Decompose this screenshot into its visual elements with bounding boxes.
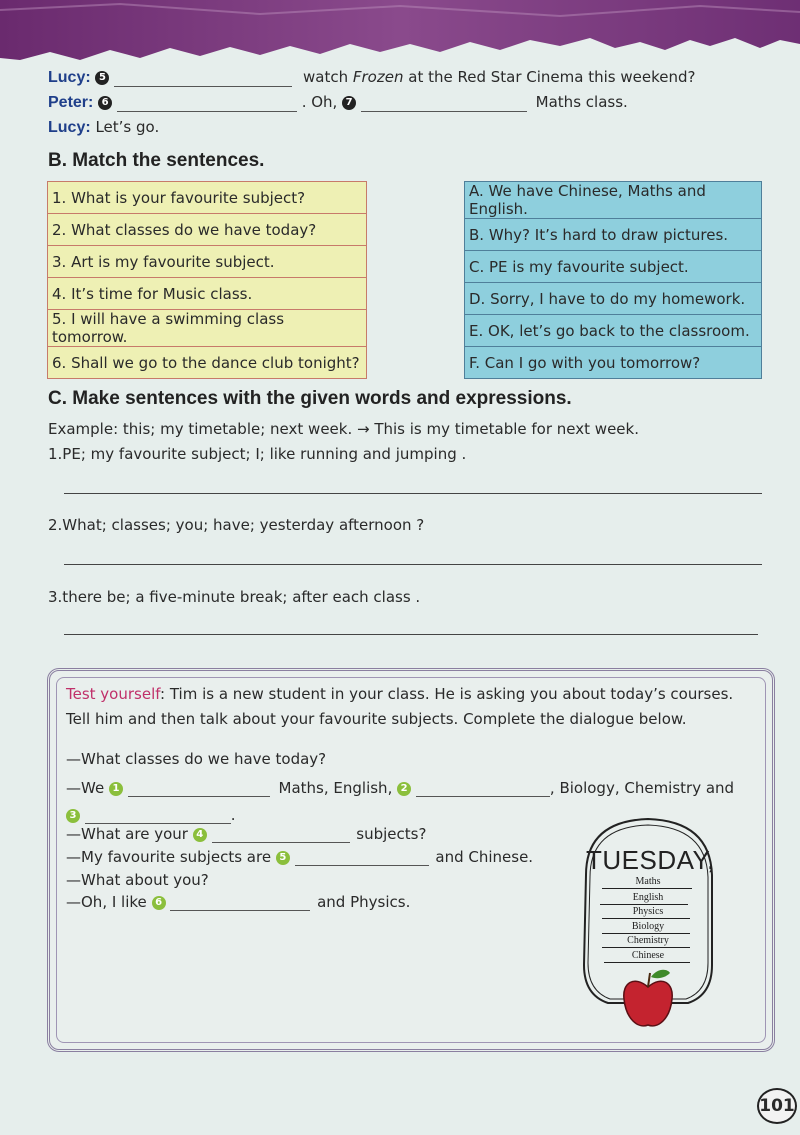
match-left-table	[47, 181, 367, 379]
blank-number-1: 1	[109, 782, 123, 796]
sentence-text: —Oh, I like	[66, 893, 147, 911]
answer-blank-6[interactable]	[170, 910, 310, 911]
speaker-lucy: Lucy:	[48, 119, 91, 136]
sentence-text: Let’s go.	[95, 118, 160, 136]
match-right-table	[464, 181, 762, 379]
answer-blank-5[interactable]	[295, 865, 429, 866]
sentence-text: at the Red Star Cinema this weekend?	[403, 68, 696, 86]
speaker-lucy: Lucy:	[48, 69, 91, 86]
timetable-subject: Maths	[635, 876, 661, 887]
match-right-item[interactable]: A. We have Chinese, Maths and English.	[465, 182, 762, 219]
match-left-item[interactable]: 3. Art is my favourite subject.	[48, 246, 367, 278]
match-right-item[interactable]: E. OK, let’s go back to the classroom.	[465, 315, 762, 347]
test-dialogue-3	[66, 806, 236, 824]
sentence-text: Maths, English,	[278, 779, 393, 797]
test-dialogue-5	[66, 848, 533, 866]
timetable-rule	[602, 918, 690, 919]
match-left-item[interactable]: 2. What classes do we have today?	[48, 214, 367, 246]
blank-number-5: 5	[276, 851, 290, 865]
blank-number-4: 4	[193, 828, 207, 842]
match-right-item[interactable]: B. Why? It’s hard to draw pictures.	[465, 219, 762, 251]
timetable-title: TUESDAY,	[586, 845, 715, 875]
timetable-rule	[602, 888, 692, 889]
answer-line-1[interactable]	[64, 493, 762, 494]
answer-blank-3[interactable]	[85, 823, 231, 824]
page-number: 101	[757, 1088, 797, 1124]
answer-blank-5[interactable]	[114, 86, 292, 87]
sentence-text: and Physics.	[317, 893, 411, 911]
sentence-text: —What are your	[66, 825, 188, 843]
speaker-peter: Peter:	[48, 94, 94, 111]
timetable-subject: English	[632, 892, 664, 903]
movie-title: Frozen	[352, 68, 404, 86]
dialogue-line-lucy-2	[48, 118, 159, 137]
dialogue-line-peter	[48, 93, 628, 112]
test-dialogue-4	[66, 825, 426, 843]
question-3: 3.there be; a five-minute break; after each class .	[48, 588, 421, 606]
timetable-subject: Chemistry	[627, 935, 669, 946]
timetable-illustration	[578, 815, 718, 1040]
question-1: 1.PE; my favourite subject; I; like running and jumping .	[48, 445, 467, 463]
top-banner	[0, 0, 800, 66]
timetable-subject: Physics	[632, 906, 664, 917]
answer-blank-4[interactable]	[212, 842, 350, 843]
sentence-text: , Biology, Chemistry and	[549, 779, 735, 797]
test-intro-line-2: Tell him and then talk about your favourite subjects. Complete the dialogue below.	[66, 710, 687, 728]
match-left-item[interactable]: 1. What is your favourite subject?	[48, 182, 367, 214]
answer-blank-2[interactable]	[416, 796, 550, 797]
blank-number-3: 3	[66, 809, 80, 823]
timetable-subject: Biology	[631, 921, 665, 932]
test-yourself-label: Test yourself	[66, 685, 160, 703]
timetable-subject: Chinese	[631, 950, 665, 961]
blank-number-5: 5	[95, 71, 109, 85]
match-right-item[interactable]: C. PE is my favourite subject.	[465, 251, 762, 283]
sentence-text: subjects?	[356, 825, 427, 843]
test-intro-text: : Tim is a new student in your class. He is asking you about today’s courses.	[160, 685, 734, 703]
timetable-rule	[602, 933, 690, 934]
example-sentence: Example: this; my timetable; next week. → This is my timetable for next week.	[48, 420, 639, 438]
answer-blank-7[interactable]	[361, 111, 527, 112]
sentence-text: and Chinese.	[435, 848, 534, 866]
timetable-rule	[602, 947, 690, 948]
match-left-item[interactable]: 4. It’s time for Music class.	[48, 278, 367, 310]
test-dialogue-2	[66, 779, 734, 797]
section-c-heading: C. Make sentences with the given words and expressions.	[48, 388, 572, 409]
test-dialogue-1: —What classes do we have today?	[66, 750, 327, 768]
sentence-text: .	[230, 806, 236, 824]
answer-blank-6[interactable]	[117, 111, 297, 112]
blank-number-7: 7	[342, 96, 356, 110]
apple-icon	[624, 970, 672, 1026]
test-dialogue-7	[66, 893, 410, 911]
sentence-text: watch	[303, 68, 353, 86]
test-dialogue-6: —What about you?	[66, 871, 209, 889]
sentence-text: Maths class.	[535, 93, 628, 111]
match-right-item[interactable]: D. Sorry, I have to do my homework.	[465, 283, 762, 315]
timetable-rule	[604, 962, 690, 963]
blank-number-6: 6	[152, 896, 166, 910]
sentence-text: . Oh,	[301, 93, 338, 111]
blank-number-6: 6	[98, 96, 112, 110]
answer-line-2[interactable]	[64, 564, 762, 565]
timetable-rule	[600, 904, 688, 905]
question-2: 2.What; classes; you; have; yesterday afternoon ?	[48, 516, 425, 534]
answer-line-3[interactable]	[64, 634, 758, 635]
section-b-heading: B. Match the sentences.	[48, 150, 265, 171]
blank-number-2: 2	[397, 782, 411, 796]
sentence-text: —My favourite subjects are	[66, 848, 272, 866]
match-left-item[interactable]: 6. Shall we go to the dance club tonight?	[48, 347, 367, 379]
dialogue-line-lucy-1	[48, 68, 695, 87]
match-left-item[interactable]: 5. I will have a swimming class tomorrow.	[48, 310, 367, 347]
test-intro-line-1	[66, 685, 756, 703]
answer-blank-1[interactable]	[128, 796, 270, 797]
match-right-item[interactable]: F. Can I go with you tomorrow?	[465, 347, 762, 379]
sentence-text: —We	[66, 779, 105, 797]
